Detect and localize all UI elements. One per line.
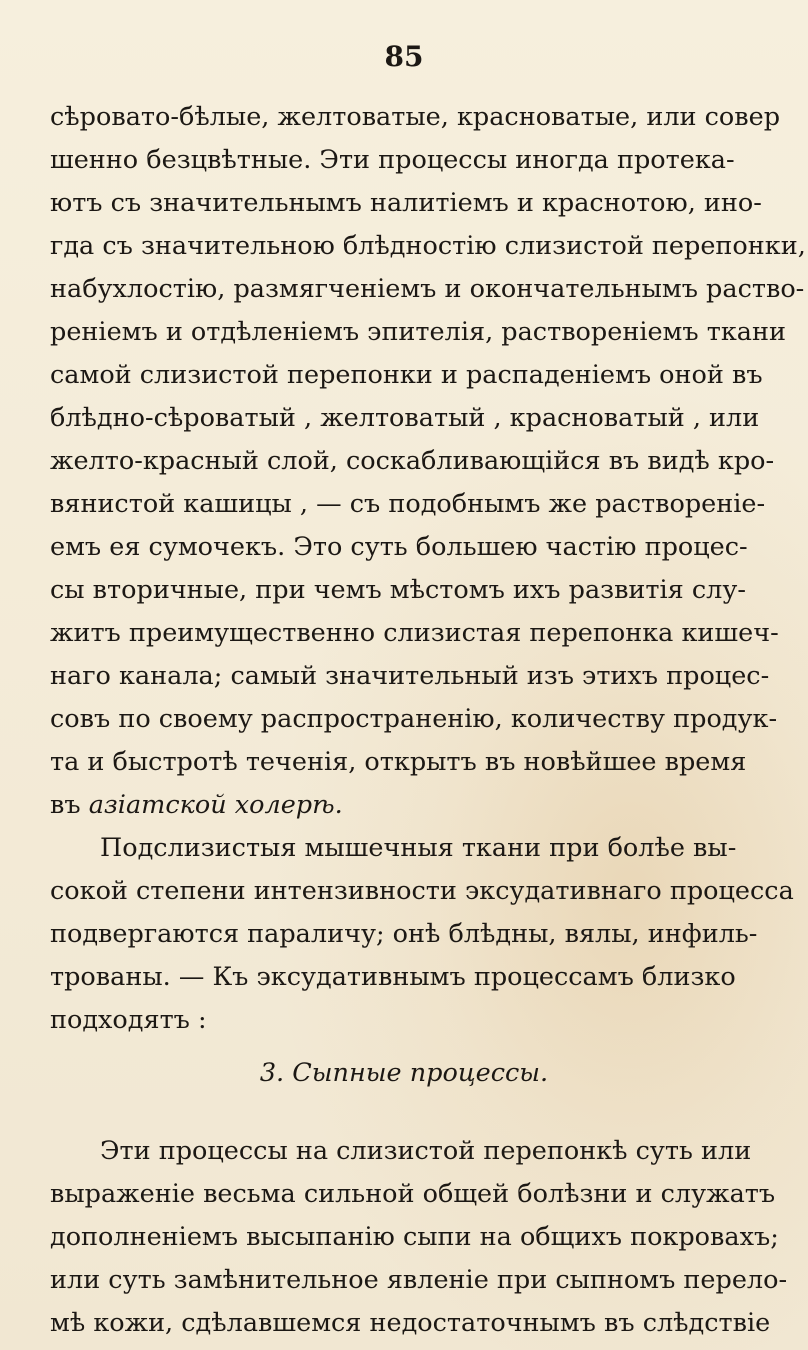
italic-term: азіатской холерѣ. xyxy=(88,790,343,820)
text-line: или суть замѣнительное явленіе при сыпномъ перело- xyxy=(50,1265,788,1295)
text-line: Эти процессы на слизистой перепонкѣ суть или xyxy=(100,1136,752,1166)
text-line: набухлостію, размягченіемъ и окончательнымъ раство- xyxy=(50,274,805,304)
page-number: 85 xyxy=(384,40,424,73)
text-line: емъ ея сумочекъ. Это суть большею частію процес- xyxy=(50,532,748,562)
text-line: сѣровато-бѣлые, желтоватые, красноватые, или совер xyxy=(50,102,781,132)
text-line: вянистой кашицы , — съ подобнымъ же раствореніе- xyxy=(50,489,766,519)
text-line: ютъ съ значительнымъ налитіемъ и краснотою, ино- xyxy=(50,188,762,218)
text-line: сы вторичные, при чемъ мѣстомъ ихъ развитія слу- xyxy=(50,575,746,605)
text-line: та и быстротѣ теченія, открытъ въ новѣйшее время xyxy=(50,747,747,777)
text-line: мѣ кожи, сдѣлавшемся недостаточнымъ въ слѣдствіе xyxy=(50,1308,771,1338)
text-line: гда съ значительною блѣдностію слизистой перепонки, xyxy=(50,231,806,261)
text-line: блѣдно-сѣроватый , желтоватый , красноватый , или xyxy=(50,403,760,433)
text-line: трованы. — Къ эксудативнымъ процессамъ близко xyxy=(50,962,736,992)
text-line: подходятъ : xyxy=(50,1005,207,1035)
text-line: Подслизистыя мышечныя ткани при болѣе вы- xyxy=(100,833,737,863)
text-line: желто-красный слой, соскабливающійся въ видѣ кро- xyxy=(50,446,775,476)
section-heading: 3. Сыпные процессы. xyxy=(259,1058,549,1088)
text-line: реніемъ и отдѣленіемъ эпителія, раствореніемъ ткани xyxy=(50,317,786,347)
text-line: сокой степени интензивности эксудативнаго процесса xyxy=(50,876,794,906)
text-line xyxy=(50,784,756,827)
text-line: шенно безцвѣтные. Эти процессы иногда протека- xyxy=(50,145,735,175)
text-line: наго канала; самый значительный изъ этихъ процес- xyxy=(50,661,770,691)
text-line: подвергаются параличу; онѣ блѣдны, вялы, инфиль- xyxy=(50,919,758,949)
text-line: житъ преимущественно слизистая перепонка кишеч- xyxy=(50,618,779,648)
text-line: выраженіе весьма сильной общей болѣзни и служатъ xyxy=(50,1179,776,1209)
text-line-prefix: въ xyxy=(50,790,89,820)
text-line: самой слизистой перепонки и распаденіемъ оной въ xyxy=(50,360,763,390)
text-line: дополненіемъ высыпанію сыпи на общихъ покровахъ; xyxy=(50,1222,779,1252)
text-line: совъ по своему распространенію, количеству продук- xyxy=(50,704,778,734)
